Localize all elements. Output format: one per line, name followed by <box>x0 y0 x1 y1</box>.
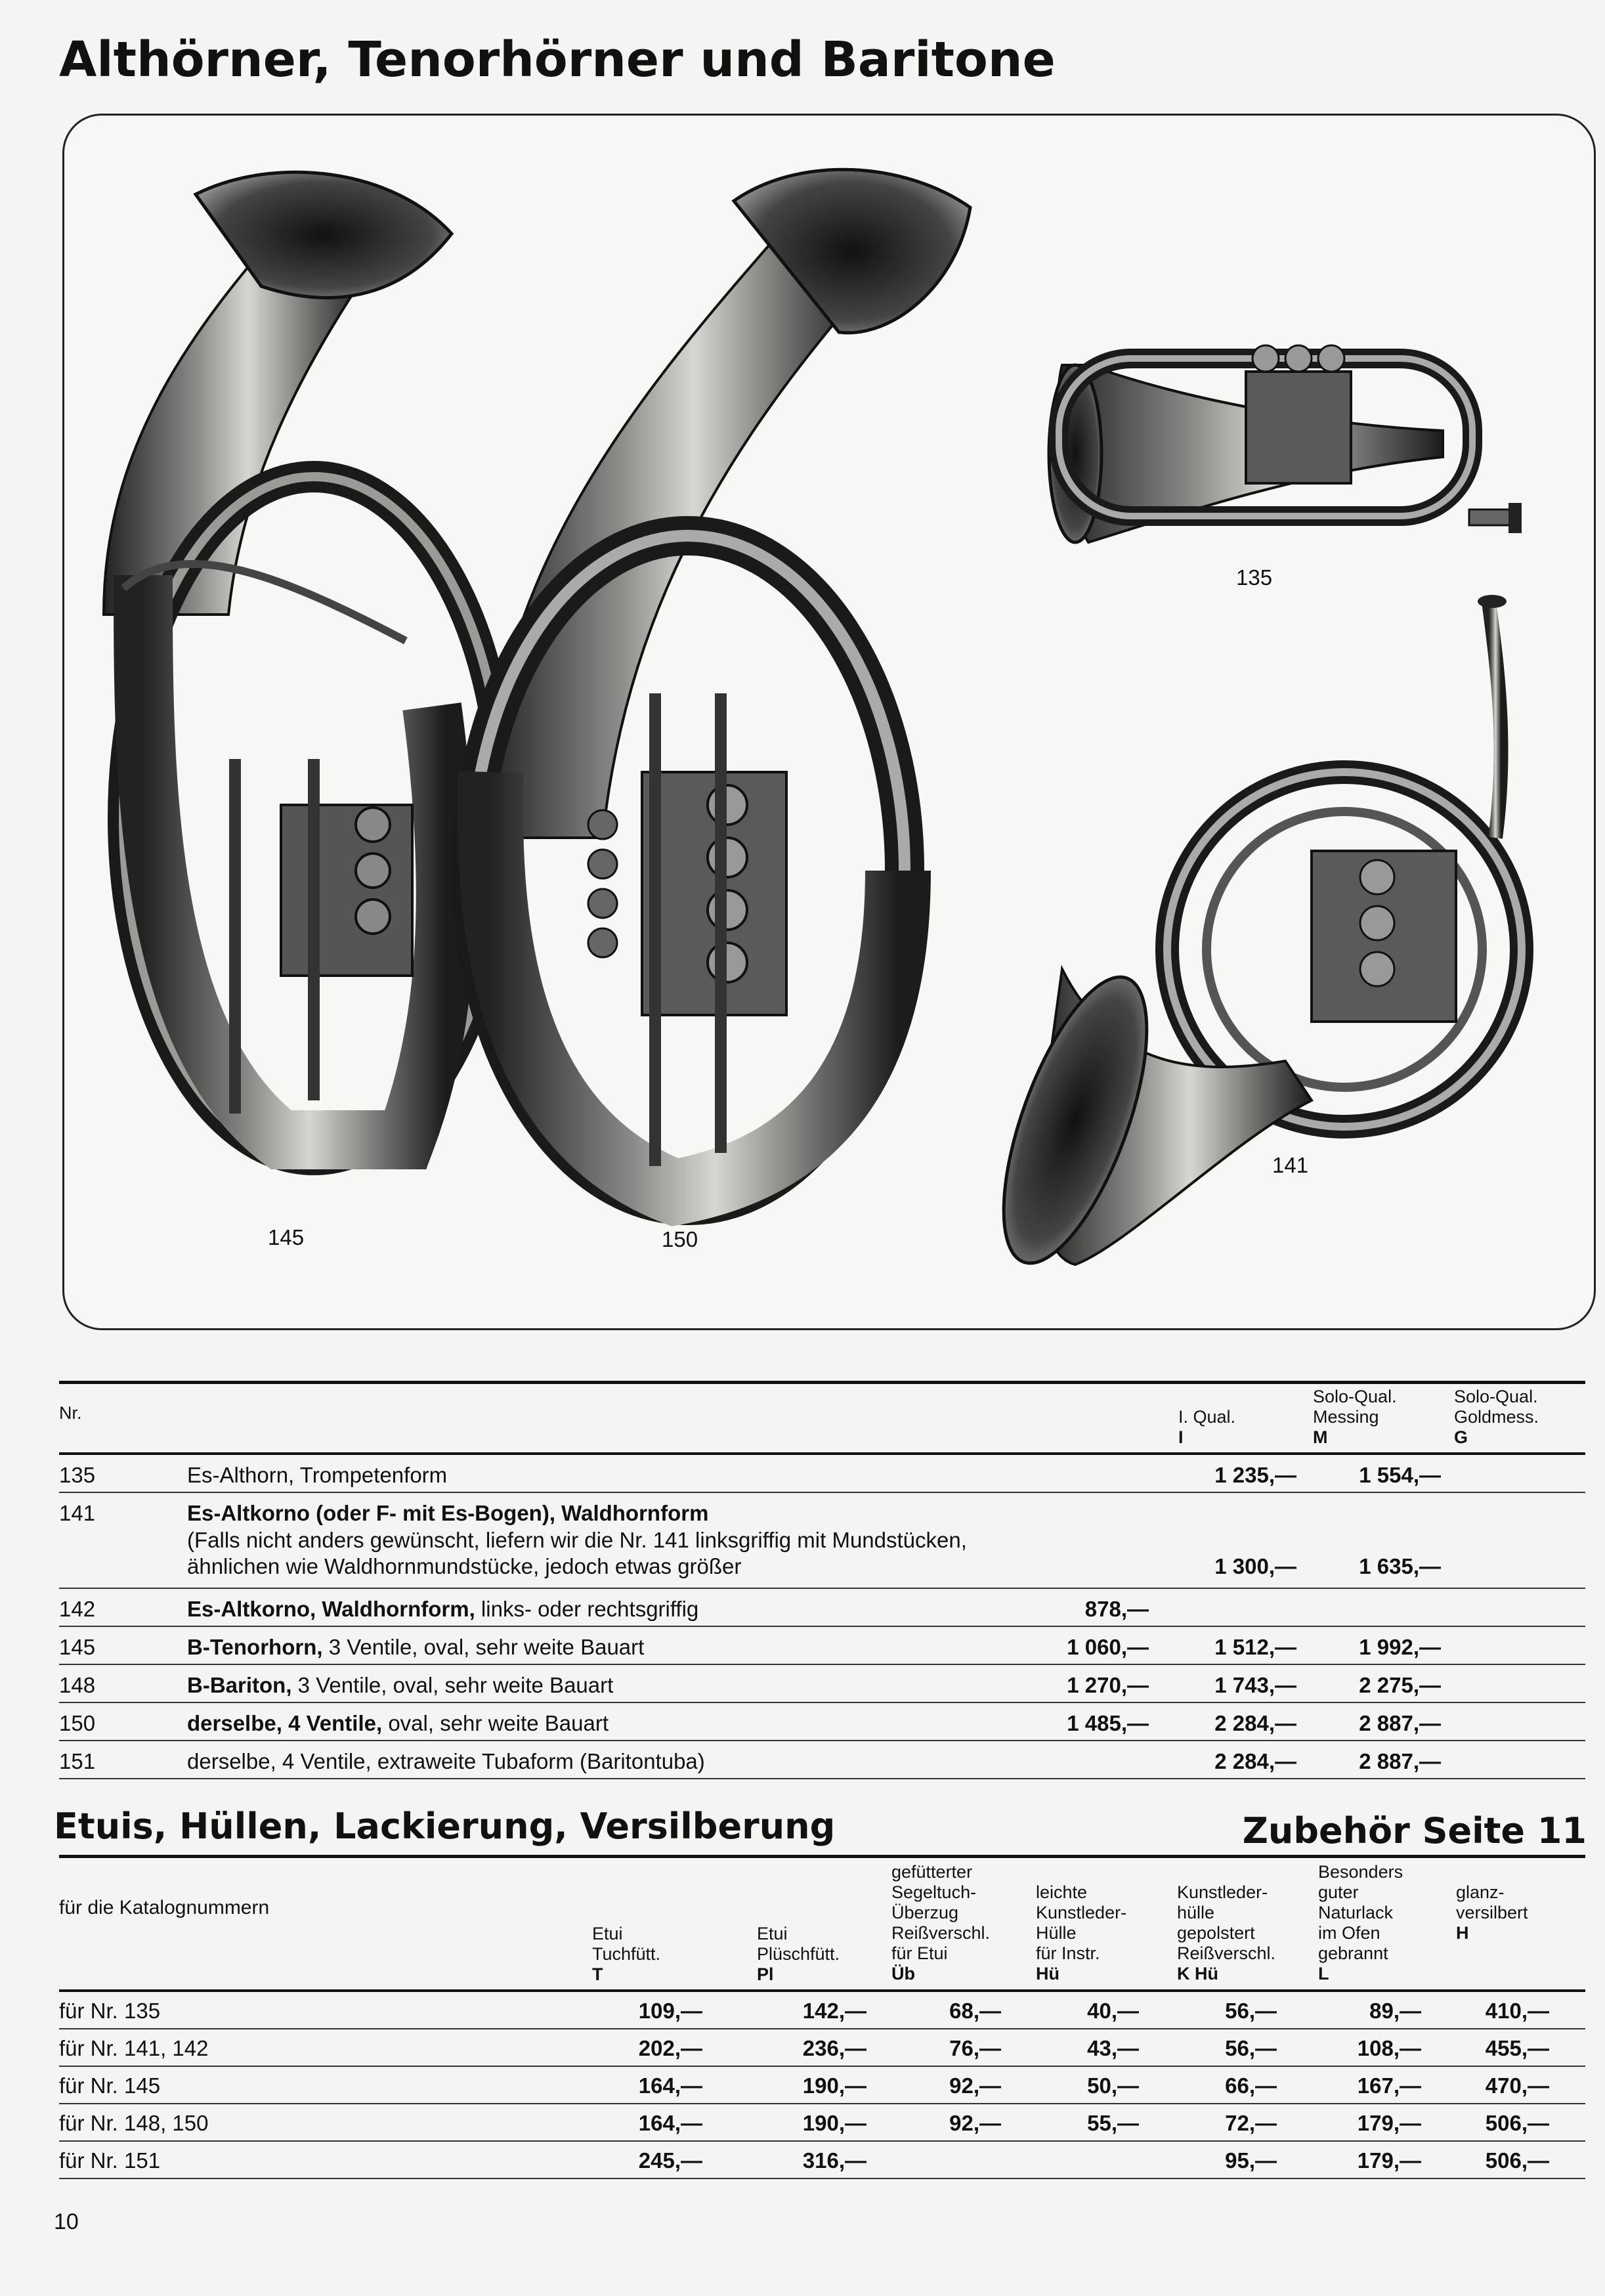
price-ub: 92,— <box>949 2073 1001 2098</box>
price-hu: 40,— <box>1087 1999 1139 2023</box>
price-pl: 142,— <box>802 1999 867 2023</box>
row-label: für Nr. 141, 142 <box>59 2036 209 2060</box>
header-catalog-numbers: für die Katalognummern <box>59 1897 270 1918</box>
row-nr: 142 <box>59 1597 96 1621</box>
price-ub: 68,— <box>949 1999 1001 2023</box>
price-t: 164,— <box>638 2073 702 2098</box>
price-ub: 76,— <box>949 2036 1001 2060</box>
row-note: ähnlichen wie Waldhornmundstücke, jedoch etwas größer <box>187 1554 742 1578</box>
row-nr: 150 <box>59 1711 96 1735</box>
price-m: 1 743,— <box>1214 1673 1296 1697</box>
price-g: 2 887,— <box>1359 1749 1441 1773</box>
table-row <box>59 2029 1585 2067</box>
price-l: 167,— <box>1357 2073 1421 2098</box>
figure-label-141: 141 <box>1272 1153 1309 1177</box>
table-row <box>59 1992 1585 2029</box>
price-m: 1 235,— <box>1214 1463 1296 1487</box>
price-m: 1 512,— <box>1214 1635 1296 1659</box>
price-g: 2 275,— <box>1359 1673 1441 1697</box>
price-l: 179,— <box>1357 2111 1421 2135</box>
price-i: 878,— <box>1084 1597 1149 1621</box>
price-i: 1 060,— <box>1067 1635 1149 1659</box>
table-row <box>59 1627 1585 1665</box>
row-desc: B-Bariton, 3 Ventile, oval, sehr weite Bauart <box>187 1673 614 1697</box>
accessories-reference: Zubehör Seite 11 <box>1242 1810 1587 1852</box>
figure-label-150: 150 <box>662 1227 698 1251</box>
price-hu: 55,— <box>1087 2111 1139 2135</box>
price-m: 2 284,— <box>1214 1711 1296 1735</box>
header-etui-pluesch: Etui Plüschfütt. Pl <box>757 1924 840 1984</box>
illustration-panel <box>62 114 1596 1330</box>
price-hu: 43,— <box>1087 2036 1139 2060</box>
price-t: 202,— <box>638 2036 702 2060</box>
row-note: (Falls nicht anders gewünscht, liefern wir die Nr. 141 linksgriffig mit Mundstücken, <box>187 1528 967 1552</box>
case-table <box>59 1858 1585 2173</box>
header-solo-goldmess: Solo-Qual. Goldmess. G <box>1454 1387 1539 1447</box>
table-row <box>59 2104 1585 2142</box>
header-quality-i: I. Qual. I <box>1178 1407 1236 1447</box>
price-h: 506,— <box>1485 2148 1549 2173</box>
price-pl: 236,— <box>802 2036 867 2060</box>
price-t: 109,— <box>638 1999 702 2023</box>
price-i: 1 485,— <box>1067 1711 1149 1735</box>
row-desc: derselbe, 4 Ventile, extraweite Tubaform (Baritontuba) <box>187 1749 705 1773</box>
table-row <box>59 1589 1585 1627</box>
price-g: 1 635,— <box>1359 1554 1441 1578</box>
header-etui-tuch: Etui Tuchfütt. T <box>592 1924 661 1984</box>
row-label: für Nr. 145 <box>59 2073 161 2098</box>
price-i: 1 270,— <box>1067 1673 1149 1697</box>
instrument-illustrations <box>64 116 1594 1328</box>
price-l: 89,— <box>1369 1999 1421 2023</box>
price-g: 1 992,— <box>1359 1635 1441 1659</box>
price-t: 245,— <box>638 2148 702 2173</box>
table-top-rule <box>59 1381 1585 1384</box>
row-desc: Es-Altkorno (oder F- mit Es-Bogen), Waldhornform <box>187 1501 709 1525</box>
price-t: 164,— <box>638 2111 702 2135</box>
header-segeltuch: gefütterter Segeltuch- Überzug Reißverschl. für Etui Üb <box>891 1862 991 1983</box>
header-versilbert: glanz- versilbert H <box>1456 1882 1528 1943</box>
row-label: für Nr. 135 <box>59 1999 161 2023</box>
price-khu: 95,— <box>1225 2148 1277 2173</box>
header-nr: Nr. <box>59 1403 82 1423</box>
tenor-horn-illustration-145 <box>104 172 504 1159</box>
price-m: 1 300,— <box>1214 1554 1296 1578</box>
page-number: 10 <box>54 2209 79 2234</box>
table-row <box>59 1703 1585 1741</box>
row-nr: 141 <box>59 1501 96 1525</box>
price-khu: 72,— <box>1225 2111 1277 2135</box>
price-pl: 190,— <box>802 2073 867 2098</box>
table-row <box>59 1665 1585 1703</box>
price-table <box>59 1385 1585 1773</box>
price-pl: 190,— <box>802 2111 867 2135</box>
table-row <box>59 2142 1585 2179</box>
table-row <box>59 2067 1585 2104</box>
table-row <box>59 1455 1585 1493</box>
row-nr: 148 <box>59 1673 96 1697</box>
row-desc: B-Tenorhorn, 3 Ventile, oval, sehr weite Bauart <box>187 1635 645 1659</box>
price-l: 179,— <box>1357 2148 1421 2173</box>
header-solo-messing: Solo-Qual. Messing M <box>1313 1387 1397 1447</box>
figure-label-145: 145 <box>268 1225 305 1249</box>
row-nr: 145 <box>59 1635 96 1659</box>
price-ub: 92,— <box>949 2111 1001 2135</box>
price-m: 2 284,— <box>1214 1749 1296 1773</box>
header-kunstleder-huelle: Kunstleder- hülle gepolstert Reißverschl. K Hü <box>1177 1882 1276 1983</box>
price-h: 470,— <box>1485 2073 1549 2098</box>
table-row <box>59 1741 1585 1779</box>
price-hu: 50,— <box>1087 2073 1139 2098</box>
price-g: 2 887,— <box>1359 1711 1441 1735</box>
page-title: Althörner, Tenorhörner und Baritone <box>59 32 1056 88</box>
price-khu: 56,— <box>1225 1999 1277 2023</box>
baritone-illustration-150 <box>471 169 970 1205</box>
price-h: 455,— <box>1485 2036 1549 2060</box>
alto-horn-illustration-135 <box>1049 345 1522 542</box>
row-nr: 135 <box>59 1463 96 1487</box>
price-pl: 316,— <box>802 2148 867 2173</box>
price-l: 108,— <box>1357 2036 1421 2060</box>
row-label: für Nr. 148, 150 <box>59 2111 209 2135</box>
figure-label-135: 135 <box>1236 565 1273 590</box>
price-khu: 56,— <box>1225 2036 1277 2060</box>
row-desc: Es-Altkorno, Waldhornform, links- oder rechtsgriffig <box>187 1597 699 1621</box>
header-naturlack: Besonders guter Naturlack im Ofen gebrannt L <box>1318 1862 1403 1983</box>
header-leichte-huelle: leichte Kunstleder- Hülle für Instr. Hü <box>1036 1882 1127 1983</box>
table-row <box>59 1493 1585 1589</box>
price-g: 1 554,— <box>1359 1463 1441 1487</box>
price-h: 506,— <box>1485 2111 1549 2135</box>
case-section-title: Etuis, Hüllen, Lackierung, Versilberung <box>54 1806 836 1847</box>
alto-horn-illustration-141 <box>974 595 1522 1280</box>
price-khu: 66,— <box>1225 2073 1277 2098</box>
price-h: 410,— <box>1485 1999 1549 2023</box>
row-label: für Nr. 151 <box>59 2148 161 2173</box>
row-desc: derselbe, 4 Ventile, oval, sehr weite Bauart <box>187 1711 609 1735</box>
row-nr: 151 <box>59 1749 96 1773</box>
row-desc: Es-Althorn, Trompetenform <box>187 1463 448 1487</box>
